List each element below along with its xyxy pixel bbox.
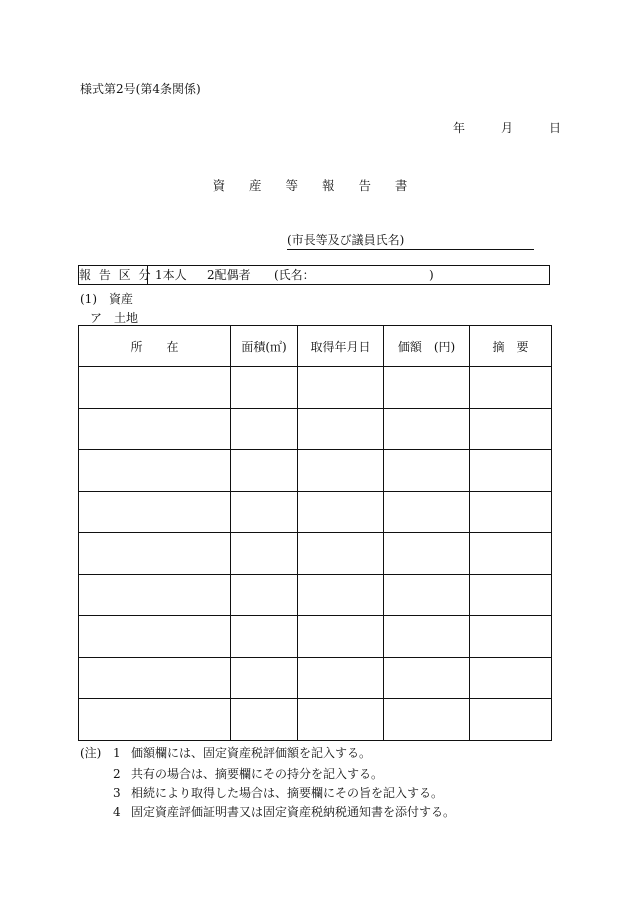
note-item: 3 相続により取得した場合は、摘要欄にその旨を記入する。 — [113, 786, 444, 800]
section-assets-heading: (1) 資産 — [80, 292, 133, 306]
cell-value — [384, 574, 470, 616]
cell-value — [384, 408, 470, 450]
cell-remarks — [470, 408, 552, 450]
cell-area — [231, 699, 298, 741]
form-number: 様式第2号(第4条関係) — [80, 82, 201, 96]
cell-area — [231, 616, 298, 658]
note-item: 2 共有の場合は、摘要欄にその持分を記入する。 — [113, 767, 384, 781]
official-name-line: (市長等及び議員氏名) — [287, 231, 534, 250]
note-item: 1 価額欄には、固定資産税評価額を記入する。 — [113, 746, 372, 760]
table-row — [79, 699, 552, 741]
cell-remarks — [470, 533, 552, 575]
date-day-label: 日 — [549, 121, 562, 135]
cell-area — [231, 367, 298, 409]
cell-value — [384, 699, 470, 741]
cell-location — [79, 367, 231, 409]
category-option-spouse: 2配偶者 — [207, 268, 251, 282]
category-name-close: ) — [429, 268, 434, 282]
cell-location — [79, 533, 231, 575]
table-row — [79, 616, 552, 658]
cell-remarks — [470, 574, 552, 616]
table-row — [79, 450, 552, 492]
date-year-label: 年 — [453, 121, 466, 135]
notes-prefix: (注) — [80, 746, 102, 760]
date-month-label: 月 — [501, 121, 514, 135]
header-location: 所 在 — [79, 326, 231, 367]
cell-area — [231, 657, 298, 699]
table-row — [79, 533, 552, 575]
cell-acquisition-date — [298, 657, 384, 699]
category-name-label: (氏名： — [274, 268, 315, 282]
cell-remarks — [470, 450, 552, 492]
cell-remarks — [470, 491, 552, 533]
report-category-label: 報 告 区 分 — [79, 268, 153, 282]
cell-remarks — [470, 699, 552, 741]
table-row — [79, 367, 552, 409]
cell-area — [231, 574, 298, 616]
header-acquisition-date: 取得年月日 — [298, 326, 384, 367]
report-category-box — [78, 265, 550, 285]
cell-value — [384, 491, 470, 533]
cell-location — [79, 699, 231, 741]
subsection-land-heading: ア 土地 — [90, 311, 139, 325]
cell-location — [79, 408, 231, 450]
header-area: 面積(㎡) — [231, 326, 298, 367]
cell-acquisition-date — [298, 450, 384, 492]
cell-acquisition-date — [298, 574, 384, 616]
cell-value — [384, 533, 470, 575]
cell-remarks — [470, 367, 552, 409]
category-option-self: 1本人 — [155, 268, 187, 282]
table-row — [79, 657, 552, 699]
table-row — [79, 408, 552, 450]
cell-location — [79, 491, 231, 533]
cell-acquisition-date — [298, 616, 384, 658]
cell-area — [231, 491, 298, 533]
cell-value — [384, 616, 470, 658]
date-line — [453, 119, 561, 136]
land-table — [78, 325, 552, 741]
note-item: 4 固定資産評価証明書又は固定資産税納税通知書を添付する。 — [113, 805, 456, 819]
header-value: 価額 (円) — [384, 326, 470, 367]
cell-remarks — [470, 657, 552, 699]
cell-acquisition-date — [298, 699, 384, 741]
cell-area — [231, 533, 298, 575]
table-header-row — [79, 326, 552, 367]
cell-location — [79, 574, 231, 616]
cell-acquisition-date — [298, 533, 384, 575]
cell-area — [231, 450, 298, 492]
document-title: 資 産 等 報 告 書 — [212, 178, 418, 193]
cell-remarks — [470, 616, 552, 658]
cell-acquisition-date — [298, 408, 384, 450]
cell-location — [79, 450, 231, 492]
cell-acquisition-date — [298, 367, 384, 409]
cell-value — [384, 450, 470, 492]
cell-area — [231, 408, 298, 450]
header-remarks: 摘 要 — [470, 326, 552, 367]
cell-location — [79, 616, 231, 658]
table-row — [79, 491, 552, 533]
table-row — [79, 574, 552, 616]
cell-value — [384, 657, 470, 699]
cell-acquisition-date — [298, 491, 384, 533]
cell-location — [79, 657, 231, 699]
cell-value — [384, 367, 470, 409]
